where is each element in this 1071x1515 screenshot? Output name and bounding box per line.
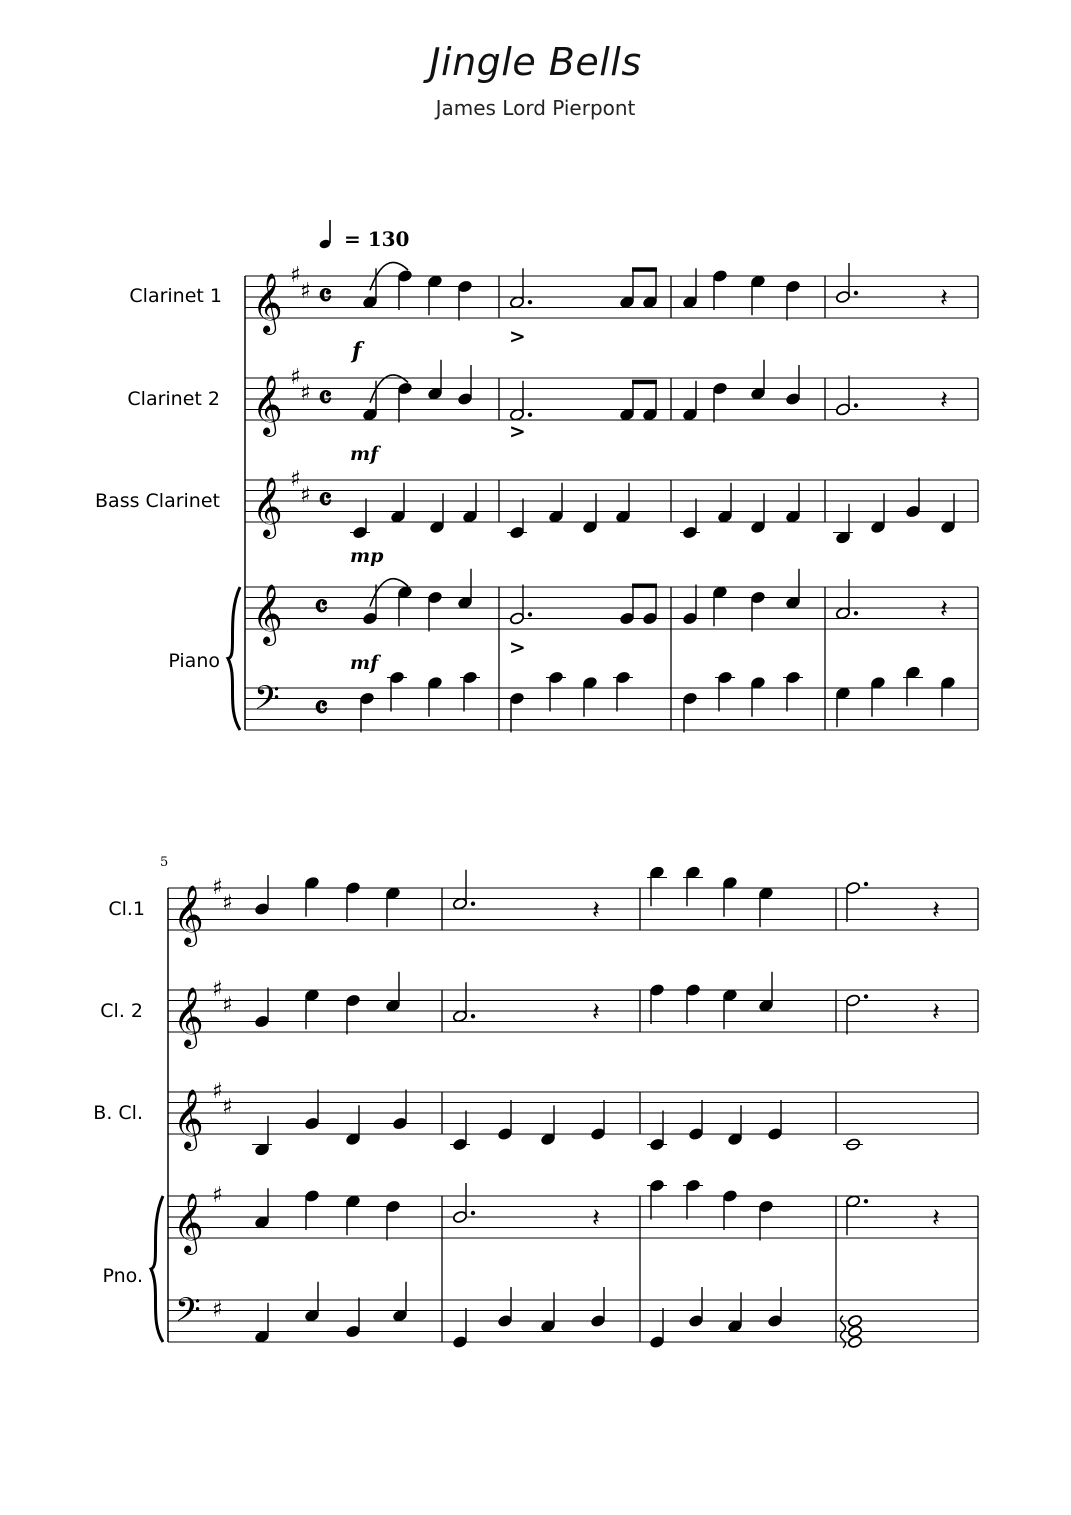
- sharp-accidental: ♯: [222, 1094, 233, 1120]
- dot: [864, 882, 868, 886]
- beam: [632, 584, 657, 589]
- dot: [854, 403, 858, 407]
- accent-mark: >: [509, 324, 526, 348]
- sharp-accidental: ♯: [212, 875, 223, 900]
- sharp-accidental: ♯: [290, 467, 301, 492]
- accent-mark: >: [509, 635, 526, 659]
- composer-name: James Lord Pierpont: [435, 96, 636, 120]
- note-head: [847, 1335, 862, 1348]
- dot: [471, 1211, 475, 1215]
- dot: [528, 413, 532, 417]
- dot: [471, 1014, 475, 1018]
- sharp-accidental: ♯: [222, 890, 233, 916]
- piano-brace: [151, 1196, 163, 1342]
- sharp-accidental: ♯: [212, 1079, 223, 1104]
- sharp-accidental: ♯: [300, 482, 311, 508]
- instrument-label-bcl: B. Cl.: [93, 1102, 143, 1124]
- sharp-accidental: ♯: [222, 992, 233, 1018]
- treble-clef: 𝄞: [173, 987, 204, 1048]
- sharp-accidental: ♯: [212, 1183, 223, 1208]
- measure-number: 5: [160, 855, 169, 870]
- tempo-marking: [318, 220, 409, 251]
- instrument-label-cl1: Cl.1: [108, 898, 145, 920]
- beam: [632, 380, 657, 385]
- treble-clef: 𝄞: [173, 885, 204, 946]
- tempo-text: = 130: [344, 227, 410, 251]
- dot: [528, 300, 532, 304]
- treble-clef: 𝄞: [173, 1193, 204, 1254]
- quarter-rest: 𝄽: [592, 1203, 600, 1234]
- instrument-label-clarinet-2: Clarinet 2: [127, 388, 220, 410]
- quarter-rest: 𝄽: [932, 1203, 940, 1234]
- quarter-rest: 𝄽: [940, 385, 948, 416]
- time-signature: 𝄴: [314, 688, 329, 727]
- sharp-accidental: ♯: [212, 977, 223, 1002]
- dot: [528, 612, 532, 616]
- note-head: [847, 1314, 862, 1327]
- sharp-accidental: ♯: [300, 380, 311, 406]
- time-signature: 𝄴: [318, 378, 333, 417]
- dynamic-marking: mf: [350, 443, 379, 465]
- instrument-label-cl2: Cl. 2: [100, 1000, 143, 1022]
- quarter-rest: 𝄽: [932, 997, 940, 1028]
- time-signature: 𝄴: [318, 480, 333, 519]
- treble-clef: 𝄞: [173, 1089, 204, 1150]
- beam: [632, 267, 657, 272]
- time-signature: 𝄴: [318, 276, 333, 315]
- quarter-rest: 𝄽: [940, 283, 948, 314]
- dynamic-marking: mf: [350, 652, 379, 674]
- dot: [471, 902, 475, 906]
- dynamic-marking: f: [352, 338, 362, 364]
- note-head: [847, 1325, 862, 1338]
- time-signature: 𝄴: [314, 587, 329, 626]
- sharp-accidental: ♯: [290, 365, 301, 390]
- dot: [864, 1199, 868, 1203]
- instrument-label-bass-clarinet: Bass Clarinet: [95, 490, 220, 512]
- dot: [854, 291, 858, 295]
- sharp-accidental: ♯: [290, 263, 301, 288]
- dynamic-marking: mp: [350, 545, 384, 567]
- treble-clef: 𝄞: [252, 584, 283, 645]
- sharp-accidental: ♯: [300, 278, 311, 304]
- dot: [864, 994, 868, 998]
- instrument-label-clarinet-1: Clarinet 1: [129, 285, 222, 307]
- quarter-rest: 𝄽: [592, 997, 600, 1028]
- treble-clef: 𝄞: [252, 273, 283, 334]
- treble-clef: 𝄞: [252, 477, 283, 538]
- instrument-label-piano: Piano: [168, 650, 220, 672]
- bass-clef: 𝄢: [175, 1291, 201, 1338]
- quarter-rest: 𝄽: [932, 895, 940, 926]
- dot: [854, 611, 858, 615]
- music-notation: [151, 262, 978, 1348]
- quarter-rest: 𝄽: [592, 895, 600, 926]
- bass-clef: 𝄢: [254, 679, 280, 726]
- score-title: Jingle Bells: [429, 40, 642, 84]
- quarter-rest: 𝄽: [940, 594, 948, 625]
- sharp-accidental: ♯: [212, 1297, 223, 1323]
- piano-brace: [228, 587, 240, 730]
- treble-clef: 𝄞: [252, 375, 283, 436]
- accent-mark: >: [509, 419, 526, 443]
- instrument-label-pno: Pno.: [102, 1265, 143, 1287]
